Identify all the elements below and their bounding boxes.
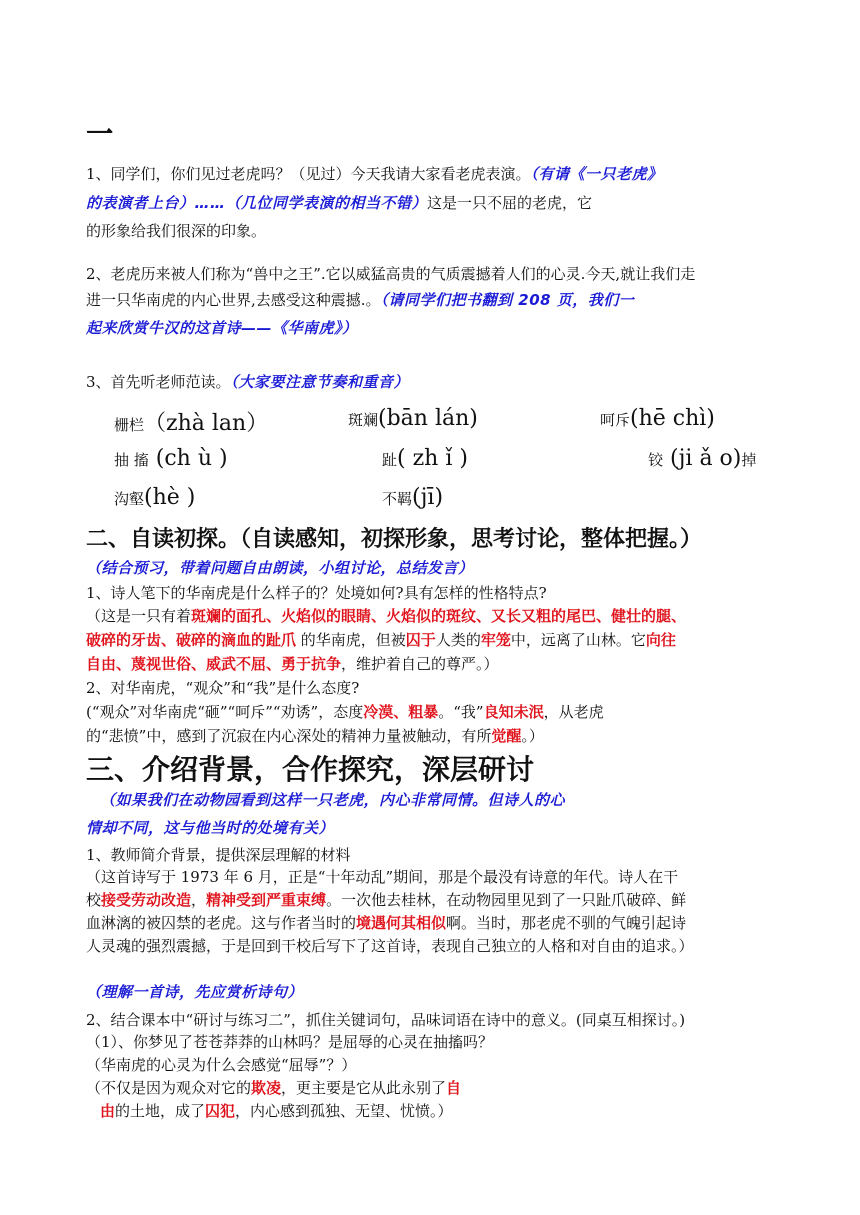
s1-hint: 的表演者上台）……（几位同学表演的相当不错）: [86, 194, 428, 212]
s3-bg-line3: [86, 913, 686, 934]
s2-question2: 2、对华南虎，“观众”和“我”是什么态度?: [86, 679, 360, 697]
s1-hint: （大家要注意节奏和重音）: [230, 373, 410, 391]
highlight: 良知未泯: [483, 703, 544, 721]
s1-line2: [86, 193, 592, 214]
s3-point6: [100, 1101, 453, 1122]
vocab-item: [114, 446, 228, 471]
vocab-pinyin: (jī): [412, 485, 444, 510]
text: ，维护着自己的尊严。）: [341, 655, 499, 673]
highlight: 境遇何其相似: [356, 914, 447, 932]
s3-bg-line4: 人灵魂的强烈震撼，于是回到干校后写下了这首诗，表现自己独立的人格和对自由的追求。）: [86, 937, 694, 955]
highlight: 接受劳动改造: [101, 891, 192, 909]
text: 的土地，成了: [115, 1102, 206, 1120]
s1-text: 进一只华南虎的内心世界,去感受这种震撼.。: [86, 291, 381, 309]
highlight: 囚犯: [205, 1102, 236, 1120]
section2-hint: （结合预习，带着问题自由朗读，小组讨论，总结发言）: [86, 559, 474, 577]
highlight: 囚于: [405, 631, 436, 649]
text: （不仅是因为观众对它的: [86, 1079, 252, 1097]
s1-line6: 起来欣赏牛汉的这首诗——《华南虎》）: [86, 319, 358, 337]
text: 校: [86, 891, 102, 909]
text: ，从老虎: [543, 703, 604, 721]
s2-answer1-line3: [86, 654, 499, 675]
vocab-word: 掉: [741, 451, 757, 469]
text: 人类的: [435, 631, 481, 649]
text: ，内心感到孤独、无望、忧愤。）: [235, 1102, 453, 1120]
s1-text: 1、同学们，你们见过老虎吗？（见过）今天我请大家看老虎表演。: [86, 165, 531, 183]
vocab-word: 斑斓: [348, 411, 379, 429]
s1-line7: [86, 372, 409, 393]
section3-hint1: （如果我们在动物园看到这样一只老虎，内心非常同情。但诗人的心: [100, 791, 566, 809]
highlight: 觉醒: [491, 727, 522, 745]
section3-hint3: （理解一首诗，先应赏析诗句）: [86, 983, 304, 1001]
s1-hint: （请同学们把书翻到 208 页，我们一: [380, 291, 635, 309]
vocab-pinyin: (bān lán): [378, 406, 478, 431]
vocab-pinyin: (hè ): [144, 485, 196, 510]
highlight: 向往: [645, 631, 676, 649]
section3-title: 三、介绍背景，合作探究，深层研讨: [86, 753, 535, 786]
s3-point4: （华南虎的心灵为什么会感觉“屈辱”？）: [86, 1056, 357, 1074]
section2-title: 二、自读初探。（自读感知，初探形象，思考讨论，整体把握。）: [86, 527, 703, 552]
s2-question1: 1、诗人笔下的华南虎是什么样子的？处境如何?具有怎样的性格特点?: [86, 584, 547, 602]
vocab-pinyin: （zhà lan）: [144, 411, 269, 436]
s3-point5: [86, 1078, 461, 1099]
vocab-item: [348, 406, 478, 431]
text: 的华南虎，但被: [296, 631, 406, 649]
vocab-item: [382, 446, 468, 471]
s1-text: 这是一只不屈的老虎，它: [427, 194, 593, 212]
vocab-word: 沟壑: [114, 490, 145, 508]
highlight: 破碎的牙齿、破碎的滴血的趾爪: [86, 631, 297, 649]
highlight: 自由、蔑视世俗、威武不屈、勇于抗争: [86, 655, 342, 673]
s2-answer2-line1: [86, 702, 604, 723]
vocab-word: 呵斥: [600, 411, 631, 429]
vocab-item: [114, 485, 195, 510]
text: 血淋漓的被囚禁的老虎。这与作者当时的: [86, 914, 357, 932]
s1-hint: （有请《一只老虎》: [530, 165, 663, 183]
s3-bg-line1: （这首诗写于 1973 年 6 月，正是“十年动乱”期间，那是个最没有诗意的年代。诗人在干: [86, 868, 679, 886]
text: 中，远离了山林。它: [510, 631, 646, 649]
vocab-word: 铰: [648, 451, 664, 469]
highlight: 由: [100, 1102, 116, 1120]
vocab-item: [114, 406, 268, 437]
s2-answer2-line2: [86, 726, 544, 747]
text: 。一次他去桂林，在动物园里见到了一只趾爪破碎、鲜: [326, 891, 687, 909]
highlight: 冷漠、粗暴: [363, 703, 439, 721]
vocab-word: 不羁: [382, 490, 413, 508]
s3-bg-line2: [86, 890, 686, 911]
highlight: 自: [446, 1079, 462, 1097]
vocab-item: [648, 446, 756, 471]
heading-one: 一: [86, 115, 114, 155]
highlight: 欺凌: [251, 1079, 282, 1097]
text: (“观众”对华南虎“砸”“呵斥”“劝诱”，态度: [86, 703, 364, 721]
text: 。“我”: [438, 703, 484, 721]
text: 啊。当时，那老虎不驯的气魄引起诗: [446, 914, 687, 932]
text: 的“悲愤”中，感到了沉寂在内心深处的精神力量被触动，有所: [86, 727, 492, 745]
s1-text: 3、首先听老师范读。: [86, 373, 231, 391]
vocab-item: [382, 485, 443, 510]
text: ，: [191, 891, 207, 909]
s1-line5: [86, 290, 634, 311]
vocab-pinyin: (ji ǎ o): [663, 446, 742, 471]
s1-line4: 2、老虎历来被人们称为“兽中之王”.它以威猛高贵的气质震撼着人们的心灵.今天,就让我们走: [86, 265, 696, 283]
highlight: 牢笼: [480, 631, 511, 649]
section3-hint2: 情却不同，这与他当时的处境有关）: [86, 819, 335, 837]
highlight: 精神受到严重束缚: [206, 891, 327, 909]
s2-answer1-line1: [86, 606, 686, 627]
vocab-pinyin: (hē chì): [630, 406, 715, 431]
highlight: 斑斓的面孔、火焰似的眼睛、火焰似的斑纹、又长又粗的尾巴、健壮的腿、: [191, 607, 687, 625]
text: ，更主要是它从此永别了: [281, 1079, 447, 1097]
text: 。）: [521, 727, 544, 745]
s3-point2: 2、结合课本中“研讨与练习二”，抓住关键词句，品味词语在诗中的意义。(同桌互相探讨。): [86, 1011, 686, 1029]
s3-point3: （1）、你梦见了苍苍莽莽的山林吗？是屈辱的心灵在抽搐吗？: [86, 1033, 494, 1051]
text: （这是一只有着: [86, 607, 192, 625]
vocab-pinyin: ( zh ǐ ): [397, 446, 468, 471]
vocab-word: 栅栏: [114, 416, 145, 434]
vocab-word: 趾: [382, 451, 398, 469]
vocab-item: [600, 406, 715, 431]
s3-point1: 1、教师简介背景，提供深层理解的材料: [86, 846, 351, 864]
s1-line1: [86, 164, 663, 185]
s2-answer1-line2: [86, 630, 676, 651]
vocab-word: 抽 搐: [114, 451, 149, 469]
s1-line3: 的形象给我们很深的印象。: [86, 222, 267, 240]
vocab-pinyin: (ch ù ): [148, 446, 228, 471]
